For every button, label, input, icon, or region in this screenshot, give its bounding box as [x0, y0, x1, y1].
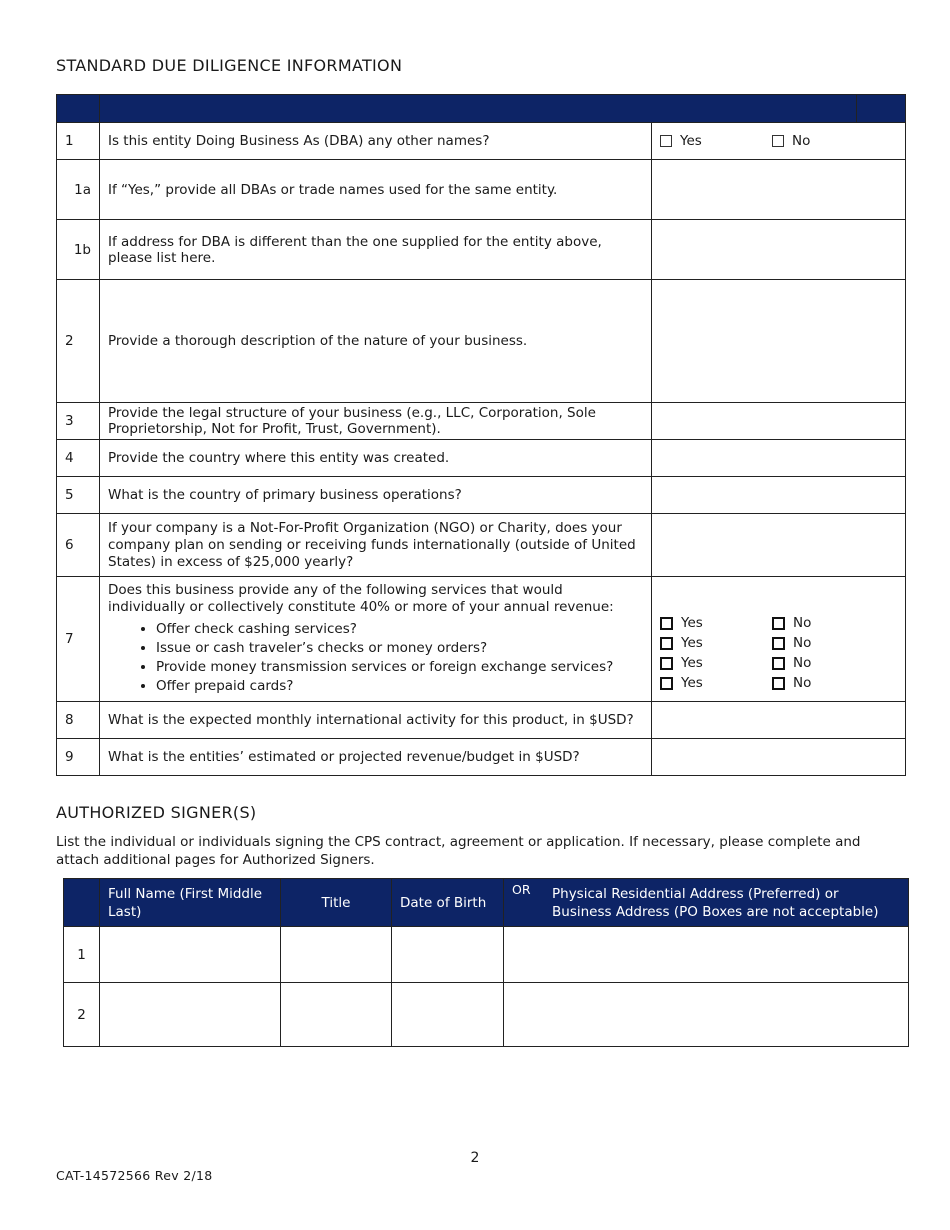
address-header-text: Physical Residential Address (Preferred) or Business Address (PO Boxes are not acceptable) — [552, 885, 879, 920]
list-item: • Offer check cashing services? — [156, 620, 643, 639]
address-field[interactable] — [504, 927, 909, 983]
row-number: 1b — [57, 220, 100, 280]
list-item: • Issue or cash traveler’s checks or money orders? — [156, 639, 643, 658]
or-label: OR — [512, 882, 531, 897]
question-text: Provide a thorough description of the nature of your business. — [100, 280, 652, 403]
page-number: 2 — [470, 1150, 480, 1166]
full-name-field[interactable] — [100, 927, 281, 983]
answer-field[interactable] — [652, 514, 906, 577]
signer-row-number: 1 — [64, 927, 100, 983]
table-row — [57, 440, 906, 477]
services-list — [108, 620, 643, 696]
row-number: 1a — [57, 160, 100, 220]
title-field[interactable] — [281, 927, 392, 983]
answer-field[interactable] — [652, 403, 906, 440]
signer-row-number: 2 — [64, 983, 100, 1047]
yes-checkbox[interactable] — [660, 657, 673, 670]
table-row — [57, 702, 906, 739]
table-row — [57, 160, 906, 220]
question-text: If address for DBA is different than the one supplied for the entity above, please list here. — [100, 220, 652, 280]
full-name-field[interactable] — [100, 983, 281, 1047]
table-row — [64, 927, 909, 983]
authorized-signers-intro: List the individual or individuals signing the CPS contract, agreement or application. If necessary, please complete and attach additional pages for Authorized Signers. — [56, 834, 861, 868]
row-number: 9 — [57, 739, 100, 776]
table-row — [57, 577, 906, 702]
row-number: 3 — [57, 403, 100, 440]
yes-label: Yes — [681, 675, 703, 691]
date-of-birth-field[interactable] — [392, 927, 504, 983]
row-number: 4 — [57, 440, 100, 477]
table-row — [57, 739, 906, 776]
table-header-bar — [57, 95, 906, 123]
question-text: Does this business provide any of the following services that would individually or collectively constitute 40% or more of your annual revenue: — [108, 582, 614, 615]
no-checkbox[interactable] — [772, 657, 785, 670]
question-text: If your company is a Not-For-Profit Organization (NGO) or Charity, does your company plan on sending or receiving funds internationally (outside of United States) in excess of $25,000 yearly? — [100, 514, 652, 577]
section-title-authorized-signers: AUTHORIZED SIGNER(S) — [56, 803, 257, 822]
table-row — [57, 220, 906, 280]
row-number: 6 — [57, 514, 100, 577]
table-row — [64, 983, 909, 1047]
question-text: Is this entity Doing Business As (DBA) any other names? — [100, 123, 652, 160]
date-of-birth-field[interactable] — [392, 983, 504, 1047]
no-label: No — [793, 655, 812, 671]
question-text: Provide the country where this entity was created. — [100, 440, 652, 477]
yes-label: Yes — [681, 655, 703, 671]
answer-field[interactable] — [652, 477, 906, 514]
answer-field[interactable] — [652, 702, 906, 739]
answer-field[interactable] — [652, 739, 906, 776]
answer-field[interactable] — [652, 220, 906, 280]
question-text: What is the country of primary business operations? — [100, 477, 652, 514]
section-title-due-diligence: STANDARD DUE DILIGENCE INFORMATION — [56, 56, 403, 75]
table-row — [57, 477, 906, 514]
no-label: No — [793, 615, 812, 631]
table-row — [57, 123, 906, 160]
yes-label: Yes — [681, 635, 703, 651]
question-text: Provide the legal structure of your business (e.g., LLC, Corporation, Sole Proprietorship, Not for Profit, Trust, Government). — [100, 403, 652, 440]
yes-label: Yes — [680, 133, 702, 149]
no-label: No — [792, 133, 811, 149]
authorized-signers-table — [63, 878, 909, 1047]
table-row — [57, 514, 906, 577]
question-text: What is the entities’ estimated or projected revenue/budget in $USD? — [100, 739, 652, 776]
title-field[interactable] — [281, 983, 392, 1047]
column-header-date-of-birth: Date of Birth — [392, 879, 504, 927]
list-item: • Offer prepaid cards? — [156, 677, 643, 696]
question-text: What is the expected monthly international activity for this product, in $USD? — [100, 702, 652, 739]
yes-label: Yes — [681, 615, 703, 631]
table-row — [57, 280, 906, 403]
yes-checkbox[interactable] — [660, 617, 673, 630]
question-text: If “Yes,” provide all DBAs or trade names used for the same entity. — [100, 160, 652, 220]
row-number: 5 — [57, 477, 100, 514]
table-row — [57, 403, 906, 440]
column-header-address — [504, 879, 909, 927]
row-number: 2 — [57, 280, 100, 403]
no-checkbox[interactable] — [772, 135, 784, 147]
answer-cell — [652, 577, 906, 702]
due-diligence-table — [56, 94, 906, 776]
column-header-title: Title — [281, 879, 392, 927]
row-number: 8 — [57, 702, 100, 739]
yes-checkbox[interactable] — [660, 135, 672, 147]
answer-field[interactable] — [652, 280, 906, 403]
row-number: 7 — [57, 577, 100, 702]
services-question-cell — [100, 577, 652, 702]
signers-header-row — [64, 879, 909, 927]
answer-field[interactable] — [652, 440, 906, 477]
no-label: No — [793, 635, 812, 651]
answer-field[interactable] — [652, 160, 906, 220]
no-label: No — [793, 675, 812, 691]
form-code: CAT-14572566 Rev 2/18 — [56, 1168, 213, 1183]
column-header-full-name: Full Name (First Middle Last) — [100, 879, 281, 927]
yes-checkbox[interactable] — [660, 637, 673, 650]
row-number: 1 — [57, 123, 100, 160]
no-checkbox[interactable] — [772, 617, 785, 630]
no-checkbox[interactable] — [772, 677, 785, 690]
no-checkbox[interactable] — [772, 637, 785, 650]
address-field[interactable] — [504, 983, 909, 1047]
answer-cell — [652, 123, 906, 160]
yes-checkbox[interactable] — [660, 677, 673, 690]
list-item: • Provide money transmission services or foreign exchange services? — [156, 658, 643, 677]
